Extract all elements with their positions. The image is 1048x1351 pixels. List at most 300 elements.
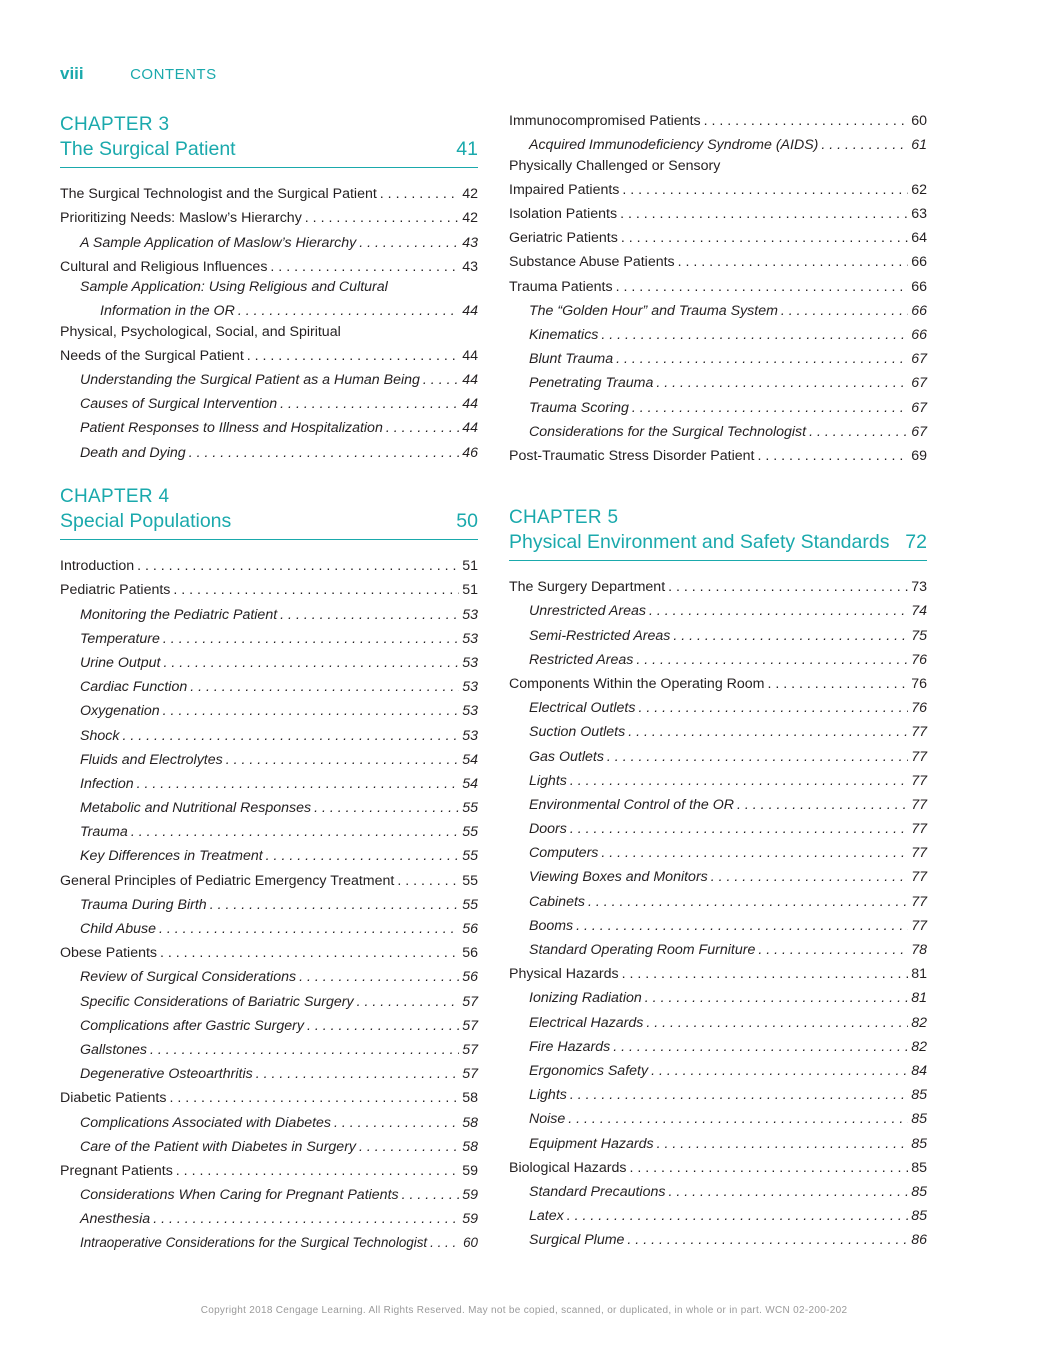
leader-dots — [163, 702, 460, 720]
entry-page: 59 — [462, 1187, 478, 1204]
entry-title: The Surgery Department — [509, 579, 666, 596]
leader-dots — [607, 748, 908, 766]
entry-title: Degenerative Osteoarthritis — [80, 1066, 253, 1083]
toc-entry[interactable] — [509, 572, 927, 596]
entry-page: 59 — [462, 1211, 478, 1228]
entry-title: Substance Abuse Patients — [509, 254, 675, 271]
toc-subentry[interactable] — [60, 696, 478, 720]
chapter-page: 41 — [456, 138, 478, 160]
leader-dots — [570, 1086, 908, 1104]
entry-title: Temperature — [80, 630, 160, 647]
leader-dots — [636, 651, 908, 669]
leader-dots — [649, 602, 908, 620]
entry-title: Cabinets — [529, 893, 585, 910]
toc-subentry[interactable] — [509, 1080, 927, 1104]
chapter-4-continued — [509, 106, 927, 465]
entry-page: 77 — [911, 845, 927, 862]
entry-title: Acquired Immunodeficiency Syndrome (AIDS) — [529, 137, 819, 154]
entry-page: 84 — [911, 1062, 927, 1079]
entry-title: Suction Outlets — [529, 724, 626, 741]
entry-page: 63 — [911, 206, 927, 223]
leader-dots — [781, 302, 908, 320]
entry-title: Penetrating Trauma — [529, 375, 654, 392]
toc-subentry[interactable] — [60, 365, 478, 389]
leader-dots — [630, 1159, 909, 1177]
toc-subentry[interactable] — [509, 886, 927, 910]
toc-subentry[interactable] — [60, 890, 478, 914]
entry-page: 58 — [462, 1114, 478, 1131]
entry-page: 44 — [462, 303, 478, 320]
entry-page: 77 — [911, 772, 927, 789]
leader-dots — [280, 606, 459, 624]
toc-subentry[interactable] — [60, 1011, 478, 1035]
toc-subentry[interactable] — [509, 296, 927, 320]
entry-title-line1: Sample Application: Using Religious and Cultural — [80, 279, 388, 296]
toc-subentry[interactable] — [509, 344, 927, 368]
leader-dots — [150, 1041, 459, 1059]
toc-subentry[interactable] — [60, 276, 478, 297]
entry-page: 59 — [462, 1162, 478, 1179]
entry-title: Viewing Boxes and Monitors — [529, 869, 708, 886]
entry-page: 85 — [911, 1183, 927, 1200]
leader-dots — [307, 1017, 459, 1035]
leader-dots — [423, 371, 459, 389]
leader-dots — [280, 395, 459, 413]
leader-dots — [397, 872, 459, 890]
toc-subentry[interactable] — [509, 596, 927, 620]
leader-dots — [768, 675, 909, 693]
leader-dots — [153, 1210, 459, 1228]
toc-entry[interactable] — [509, 223, 927, 247]
page-folio: viii — [60, 64, 84, 83]
entry-title: Obese Patients — [60, 945, 158, 962]
toc-subentry[interactable] — [60, 599, 478, 623]
entry-title: Computers — [529, 845, 599, 862]
entry-title: Blunt Trauma — [529, 351, 614, 368]
entry-page: 61 — [911, 137, 927, 154]
toc-subentry[interactable] — [509, 911, 927, 935]
toc-entry[interactable] — [60, 203, 478, 227]
entry-page: 43 — [462, 258, 478, 275]
entry-title: Pregnant Patients — [60, 1162, 173, 1179]
toc-subentry[interactable] — [509, 983, 927, 1007]
entry-title: Complications Associated with Diabetes — [80, 1114, 332, 1131]
chapter-title: Physical Environment and Safety Standards — [509, 531, 890, 553]
entry-title: Diabetic Patients — [60, 1090, 167, 1107]
entry-page: 58 — [462, 1138, 478, 1155]
leader-dots — [568, 1110, 908, 1128]
toc-subentry[interactable] — [60, 624, 478, 648]
toc-list — [509, 106, 927, 465]
leader-dots — [620, 205, 908, 223]
entry-page: 57 — [462, 993, 478, 1010]
toc-subentry[interactable] — [509, 130, 927, 154]
toc-subentry[interactable] — [60, 720, 478, 744]
entry-title: Booms — [529, 917, 574, 934]
entry-page: 77 — [911, 917, 927, 934]
leader-dots — [613, 1038, 908, 1056]
chapter-5 — [509, 505, 927, 1249]
leader-dots — [238, 302, 459, 320]
entry-title: Fluids and Electrolytes — [80, 751, 223, 768]
leader-dots — [226, 751, 459, 769]
entry-page: 76 — [911, 700, 927, 717]
chapter-title: The Surgical Patient — [60, 138, 236, 160]
entry-title-line2: Information in the OR — [100, 303, 235, 320]
toc-subentry[interactable] — [60, 986, 478, 1010]
toc-subentry[interactable] — [60, 1107, 478, 1131]
entry-page: 44 — [462, 371, 478, 388]
entry-title: Surgical Plume — [529, 1232, 625, 1249]
toc-subentry[interactable] — [509, 838, 927, 862]
toc-entry[interactable] — [60, 938, 478, 962]
toc-subentry[interactable] — [509, 645, 927, 669]
entry-page: 77 — [911, 869, 927, 886]
entry-title: Shock — [80, 727, 120, 744]
toc-subentry[interactable] — [60, 1035, 478, 1059]
entry-title: The “Golden Hour” and Trauma System — [529, 302, 778, 319]
toc-entry[interactable] — [60, 1156, 478, 1180]
leader-dots — [359, 1138, 459, 1156]
entry-title: Biological Hazards — [509, 1159, 627, 1176]
leader-dots — [616, 278, 909, 296]
entry-title: Geriatric Patients — [509, 230, 618, 247]
toc-subentry[interactable] — [60, 1228, 478, 1252]
toc-subentry[interactable] — [60, 413, 478, 437]
toc-list — [509, 572, 927, 1249]
entry-title: Anesthesia — [80, 1211, 151, 1228]
toc-subentry[interactable] — [60, 817, 478, 841]
chapter-page: 72 — [905, 531, 927, 553]
entry-page: 54 — [462, 775, 478, 792]
leader-dots — [657, 1135, 909, 1153]
leader-dots — [380, 185, 459, 203]
entry-title: Prioritizing Needs: Maslow’s Hierarchy — [60, 210, 302, 227]
entry-title: Trauma — [80, 824, 128, 841]
toc-subentry[interactable] — [60, 227, 478, 251]
entry-page: 44 — [462, 420, 478, 437]
entry-title: Standard Operating Room Furniture — [529, 942, 756, 958]
leader-dots — [570, 772, 908, 790]
toc-subentry[interactable] — [60, 962, 478, 986]
entry-page: 82 — [911, 1038, 927, 1055]
toc-subentry[interactable] — [509, 814, 927, 838]
entry-page: 42 — [462, 186, 478, 203]
toc-subentry[interactable] — [509, 766, 927, 790]
entry-page: 55 — [462, 896, 478, 913]
entry-page: 64 — [911, 230, 927, 247]
entry-title: Restricted Areas — [529, 651, 634, 668]
entry-page: 60 — [463, 1235, 478, 1251]
entry-page: 77 — [911, 796, 927, 813]
entry-page: 56 — [462, 921, 478, 937]
toc-subentry[interactable] — [60, 745, 478, 769]
entry-title: Metabolic and Nutritional Responses — [80, 800, 312, 817]
toc-entry-continued[interactable] — [509, 175, 927, 199]
leader-dots — [160, 944, 459, 962]
leader-dots — [645, 989, 908, 1007]
entry-title: Components Within the Operating Room — [509, 675, 765, 692]
entry-title: Care of the Patient with Diabetes in Surgery — [80, 1138, 357, 1155]
entry-title: Post-Traumatic Stress Disorder Patient — [509, 447, 755, 464]
entry-page: 53 — [462, 654, 478, 671]
toc-subentry[interactable] — [60, 1204, 478, 1228]
entry-page: 57 — [462, 1017, 478, 1034]
entry-page: 67 — [911, 399, 927, 416]
toc-entry[interactable] — [60, 252, 478, 276]
toc-subentry[interactable] — [509, 1225, 927, 1249]
toc-subentry[interactable] — [60, 769, 478, 793]
leader-dots — [386, 419, 459, 437]
toc-entry-continued[interactable] — [60, 341, 478, 365]
entry-title: The Surgical Technologist and the Surgical Patient — [60, 186, 377, 203]
entry-page: 69 — [911, 447, 927, 464]
entry-title: Doors — [529, 821, 567, 838]
entry-page: 75 — [911, 627, 927, 644]
entry-title: Physical Hazards — [509, 966, 619, 983]
entry-page: 57 — [462, 1041, 478, 1058]
entry-title: Environmental Control of the OR — [529, 796, 735, 813]
toc-subentry[interactable] — [509, 1128, 927, 1152]
entry-page: 53 — [462, 727, 478, 744]
leader-dots — [668, 578, 908, 596]
entry-title: Trauma Patients — [509, 278, 613, 295]
leader-dots — [601, 844, 908, 862]
entry-page: 42 — [462, 210, 478, 227]
chapter-heading — [509, 505, 927, 561]
leader-dots — [256, 1065, 460, 1083]
chapter-4 — [60, 484, 478, 1252]
leader-dots — [131, 823, 459, 841]
toc-subentry[interactable] — [60, 1132, 478, 1156]
entry-title: Semi-Restricted Areas — [529, 627, 671, 644]
leader-dots — [704, 112, 909, 130]
leader-dots — [638, 699, 908, 717]
entry-page: 51 — [462, 582, 478, 599]
toc-entry[interactable] — [60, 1083, 478, 1107]
leader-dots — [601, 326, 908, 344]
toc-entry[interactable] — [509, 247, 927, 271]
toc-entry[interactable] — [60, 865, 478, 889]
leader-dots — [621, 229, 908, 247]
toc-subentry[interactable] — [60, 389, 478, 413]
entry-title: Intraoperative Considerations for the Surgical Technologist — [80, 1235, 428, 1251]
entry-page: 67 — [911, 375, 927, 392]
entry-page: 55 — [462, 800, 478, 817]
entry-page: 85 — [911, 1135, 927, 1152]
running-head — [60, 64, 217, 88]
entry-title: Considerations When Caring for Pregnant Patients — [80, 1187, 399, 1204]
toc-entry[interactable] — [509, 669, 927, 693]
entry-title: General Principles of Pediatric Emergency Treatment — [60, 872, 395, 889]
toc-subentry[interactable] — [60, 841, 478, 865]
toc-subentry[interactable] — [509, 1007, 927, 1031]
toc-entry[interactable] — [509, 199, 927, 223]
toc-subentry[interactable] — [509, 392, 927, 416]
leader-dots — [711, 868, 908, 886]
entry-page: 85 — [911, 1159, 927, 1176]
toc-subentry[interactable] — [509, 1104, 927, 1128]
leader-dots — [567, 1207, 909, 1225]
entry-page: 43 — [462, 234, 478, 251]
toc-subentry[interactable] — [509, 790, 927, 814]
toc-subentry[interactable] — [60, 672, 478, 696]
entry-title: Isolation Patients — [509, 206, 618, 223]
entry-title: Cardiac Function — [80, 679, 188, 696]
chapter-label: CHAPTER 5 — [509, 507, 619, 528]
toc-subentry[interactable] — [509, 717, 927, 741]
leader-dots — [668, 1183, 908, 1201]
chapter-page: 50 — [456, 510, 478, 532]
leader-dots — [299, 968, 459, 986]
entry-title: Understanding the Surgical Patient as a Human Being — [80, 371, 420, 388]
toc-entry[interactable] — [509, 959, 927, 983]
toc-subentry[interactable] — [509, 935, 927, 959]
toc-subentry[interactable] — [60, 914, 478, 938]
entry-page: 57 — [462, 1066, 478, 1083]
toc-subentry[interactable] — [509, 693, 927, 717]
entry-page: 77 — [911, 724, 927, 741]
entry-title: Noise — [529, 1111, 566, 1128]
toc-subentry[interactable] — [509, 320, 927, 344]
entry-page: 67 — [911, 351, 927, 368]
entry-page: 76 — [911, 651, 927, 668]
leader-dots — [402, 1186, 460, 1204]
entry-page: 60 — [911, 113, 927, 130]
leader-dots — [737, 796, 908, 814]
entry-title: Lights — [529, 1087, 567, 1104]
entry-page: 54 — [462, 751, 478, 768]
leader-dots — [163, 630, 459, 648]
leader-dots — [678, 253, 909, 271]
toc-subentry[interactable] — [509, 862, 927, 886]
leader-dots — [616, 350, 908, 368]
toc-entry[interactable] — [509, 154, 927, 175]
entry-title: Infection — [80, 775, 134, 792]
entry-page: 58 — [462, 1090, 478, 1107]
toc-entry[interactable] — [509, 441, 927, 465]
entry-title-line1: Physically Challenged or Sensory — [509, 157, 721, 174]
entry-page: 85 — [911, 1111, 927, 1128]
entry-page: 76 — [911, 675, 927, 692]
leader-dots — [359, 234, 459, 252]
entry-title: Trauma Scoring — [529, 399, 629, 416]
entry-page: 86 — [911, 1232, 927, 1249]
entry-page: 73 — [911, 579, 927, 596]
toc-subentry[interactable] — [60, 1180, 478, 1204]
leader-dots — [137, 557, 459, 575]
leader-dots — [314, 799, 459, 817]
entry-title: A Sample Application of Maslow’s Hierarchy — [80, 234, 357, 251]
entry-title: Equipment Hazards — [529, 1135, 654, 1152]
toc-entry[interactable] — [60, 320, 478, 341]
entry-page: 46 — [462, 444, 478, 461]
leader-dots — [809, 423, 908, 441]
toc-subentry[interactable] — [509, 741, 927, 765]
entry-title-line1: Physical, Psychological, Social, and Spiritual — [60, 323, 341, 340]
entry-page: 81 — [911, 990, 927, 1007]
entry-page: 44 — [462, 396, 478, 413]
toc-entry[interactable] — [509, 1153, 927, 1177]
chapter-title: Special Populations — [60, 510, 232, 532]
toc-subentry[interactable] — [509, 1032, 927, 1056]
toc-subentry[interactable] — [509, 620, 927, 644]
toc-subentry[interactable] — [60, 1059, 478, 1083]
leader-dots — [622, 965, 909, 983]
entry-title: Latex — [529, 1208, 564, 1225]
leader-dots — [190, 678, 459, 696]
entry-page: 66 — [911, 254, 927, 271]
leader-dots — [305, 209, 459, 227]
entry-title: Introduction — [60, 558, 135, 575]
entry-title: Gas Outlets — [529, 748, 604, 765]
leader-dots — [627, 1231, 908, 1249]
toc-entry[interactable] — [509, 106, 927, 130]
leader-dots — [430, 1234, 460, 1252]
leader-dots — [122, 727, 459, 745]
entry-page: 55 — [462, 824, 478, 841]
toc-subentry[interactable] — [60, 793, 478, 817]
entry-title: Considerations for the Surgical Technologist — [529, 423, 807, 440]
leader-dots — [588, 893, 908, 911]
leader-dots — [137, 775, 460, 793]
entry-page: 81 — [911, 966, 927, 983]
toc-subentry[interactable] — [509, 1056, 927, 1080]
toc-subentry[interactable] — [509, 1201, 927, 1225]
toc-subentry[interactable] — [60, 437, 478, 461]
toc-subentry[interactable] — [509, 1177, 927, 1201]
entry-page: 85 — [911, 1087, 927, 1104]
toc-entry[interactable] — [60, 179, 478, 203]
leader-dots — [632, 399, 908, 417]
leader-dots — [270, 258, 459, 276]
leader-dots — [622, 181, 908, 199]
entry-page: 56 — [462, 945, 478, 962]
entry-title-line2: Needs of the Surgical Patient — [60, 347, 244, 364]
leader-dots — [266, 847, 460, 865]
entry-title: Causes of Surgical Intervention — [80, 396, 278, 413]
leader-dots — [757, 447, 908, 465]
toc-entry[interactable] — [60, 551, 478, 575]
toc-subentry[interactable] — [509, 417, 927, 441]
toc-subentry[interactable] — [60, 648, 478, 672]
leader-dots — [159, 920, 459, 938]
toc-subentry-continued[interactable] — [60, 296, 478, 320]
leader-dots — [628, 723, 908, 741]
entry-page: 78 — [911, 942, 927, 958]
toc-entry[interactable] — [60, 575, 478, 599]
entry-title: Child Abuse — [80, 921, 156, 937]
leader-dots — [758, 941, 908, 959]
entry-title: Death and Dying — [80, 444, 186, 461]
entry-page: 53 — [462, 630, 478, 647]
entry-page: 51 — [462, 558, 478, 575]
toc-subentry[interactable] — [509, 368, 927, 392]
chapter-label: CHAPTER 3 — [60, 114, 170, 135]
leader-dots — [651, 1062, 908, 1080]
leader-dots — [169, 1089, 459, 1107]
leader-dots — [210, 896, 460, 914]
entry-title: Urine Output — [80, 654, 161, 671]
entry-title-line2: Impaired Patients — [509, 181, 620, 198]
entry-page: 66 — [911, 327, 927, 343]
entry-title: Complications after Gastric Surgery — [80, 1017, 304, 1034]
toc-entry[interactable] — [509, 271, 927, 295]
chapter-3 — [60, 112, 478, 462]
entry-title: Review of Surgical Considerations — [80, 969, 297, 986]
entry-page: 74 — [911, 603, 927, 620]
entry-title: Trauma During Birth — [80, 896, 207, 913]
